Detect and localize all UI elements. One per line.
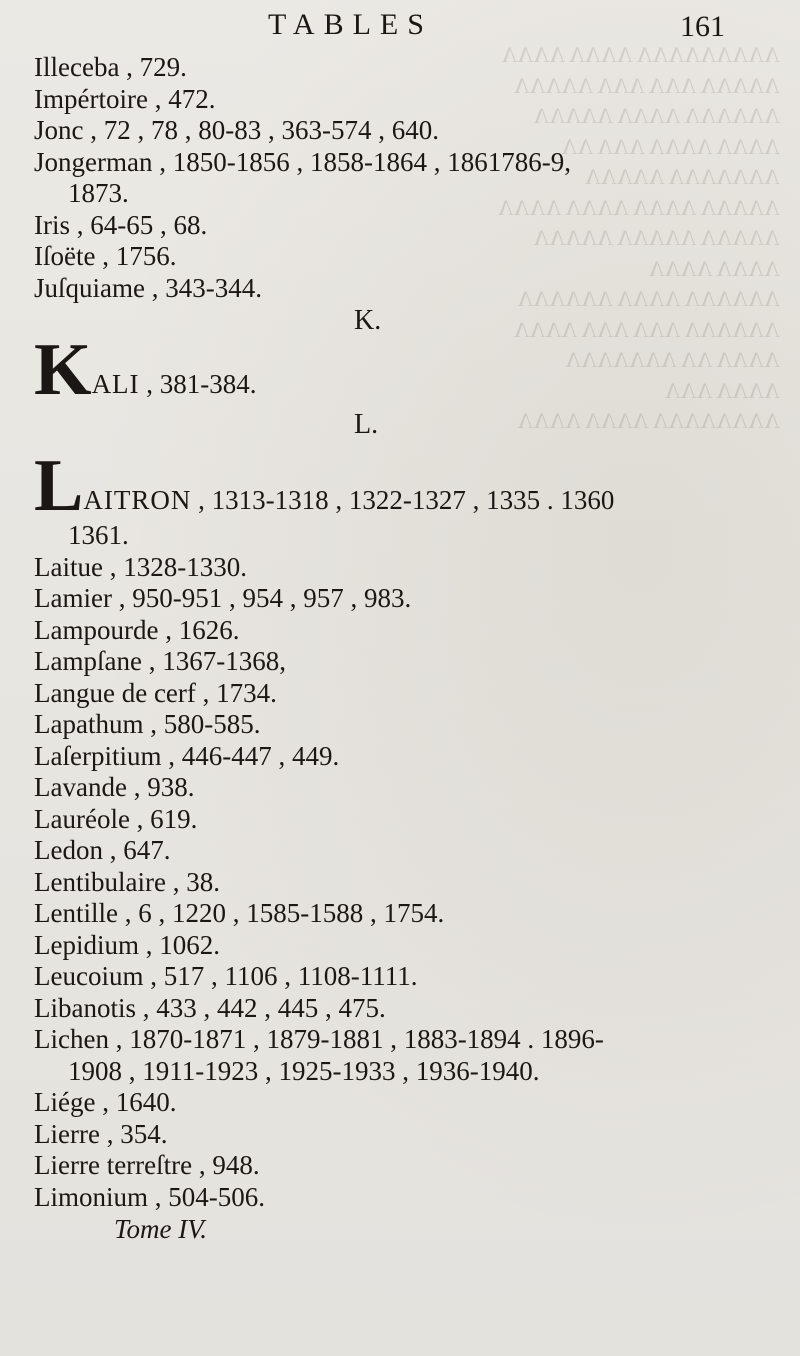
- index-entries: [34, 52, 774, 1245]
- index-entry: Jonc , 72 , 78 , 80-83 , 363-574 , 640.: [34, 115, 439, 145]
- index-entry: Langue de cerf , 1734.: [34, 677, 277, 708]
- index-entry: Jongerman , 1850-1856 , 1858-1864 , 1861786-9,: [34, 146, 571, 177]
- section-heading-k: K.: [354, 305, 382, 336]
- index-entry: Lauréole , 619.: [34, 803, 198, 834]
- volume-signature: Tome IV.: [114, 1214, 208, 1244]
- index-entry: Lapathum , 580-585.: [34, 709, 261, 739]
- index-entry: Juſquiame , 343-344.: [34, 272, 262, 303]
- index-entry: Laſerpitium , 446-447 , 449.: [34, 740, 340, 771]
- index-entry: Limonium , 504-506.: [34, 1181, 265, 1212]
- index-entry: Lampſane , 1367-1368,: [34, 646, 286, 676]
- index-entry: Iſoëte , 1756.: [34, 241, 177, 271]
- index-entry: Lierre , 354.: [34, 1118, 168, 1149]
- index-entry: Libanotis , 433 , 442 , 445 , 475.: [34, 992, 386, 1023]
- index-entry: Lamier , 950-951 , 954 , 957 , 983.: [34, 583, 412, 613]
- entry-refs: , 1313-1318 , 1322-1327 , 1335 . 1360: [191, 485, 615, 515]
- index-entry: Illeceba , 729.: [34, 52, 187, 82]
- drop-cap-l: L: [34, 445, 82, 527]
- section-k-first-entry: [34, 329, 774, 411]
- index-entry: Leucoium , 517 , 1106 , 1108-1111.: [34, 961, 418, 991]
- index-entry-continuation: 1873.: [68, 178, 129, 208]
- index-entry: Lierre terreſtre , 948.: [34, 1150, 260, 1180]
- index-entry: Lavande , 938.: [34, 772, 195, 802]
- index-entry: Lampourde , 1626.: [34, 614, 240, 645]
- index-entry: Laitue , 1328-1330.: [34, 551, 247, 582]
- index-entry: Lepidium , 1062.: [34, 929, 220, 960]
- index-entry: Lentille , 6 , 1220 , 1585-1588 , 1754.: [34, 898, 445, 928]
- index-entry: Liége , 1640.: [34, 1087, 177, 1117]
- index-entry: Iris , 64-65 , 68.: [34, 209, 208, 240]
- entry-word: AITRON: [83, 485, 192, 515]
- index-entry-continuation: 1908 , 1911-1923 , 1925-1933 , 1936-1940.: [68, 1055, 540, 1086]
- show-through-text: ΛΛΛΛΛΛΛΛΛ ΛΛΛΛ ΛΛΛΛ ΛΛΛΛΛ ΛΛΛ ΛΛΛ ΛΛΛΛΛ ΛΛΛΛΛΛ ΛΛΛΛ ΛΛΛΛΛ ΛΛΛΛ ΛΛΛΛ ΛΛΛ ΛΛ ΛΛΛΛΛΛΛ ΛΛΛΛΛ ΛΛΛΛΛ ΛΛΛΛ ΛΛΛΛ ΛΛΛΛ ΛΛΛΛΛ ΛΛΛΛΛ ΛΛΛΛΛ ΛΛΛΛ ΛΛΛΛ ΛΛΛΛΛΛ ΛΛΛΛ ΛΛΛΛΛΛ ΛΛΛΛΛΛ ΛΛΛ ΛΛΛ ΛΛΛΛ ΛΛΛΛ ΛΛ ΛΛΛΛΛΛΛ ΛΛΛΛ ΛΛΛ ΛΛΛΛΛΛΛΛ ΛΛΛΛ ΛΛΛΛ: [497, 42, 780, 433]
- index-entry: Impértoire , 472.: [34, 83, 216, 114]
- section-l-first-entry: [34, 445, 774, 527]
- running-title: TABLES: [268, 8, 433, 41]
- index-entry: Lentibulaire , 38.: [34, 866, 220, 897]
- entry-word: ALI: [91, 369, 140, 399]
- page-number: 161: [680, 10, 725, 43]
- section-heading-l: L.: [354, 409, 379, 440]
- index-entry: Lichen , 1870-1871 , 1879-1881 , 1883-1894 . 1896-: [34, 1024, 604, 1054]
- index-entry-continuation: 1361.: [68, 520, 129, 550]
- index-entry: Ledon , 647.: [34, 835, 171, 865]
- entry-refs: , 381-384.: [139, 369, 257, 399]
- drop-cap-k: K: [34, 329, 90, 411]
